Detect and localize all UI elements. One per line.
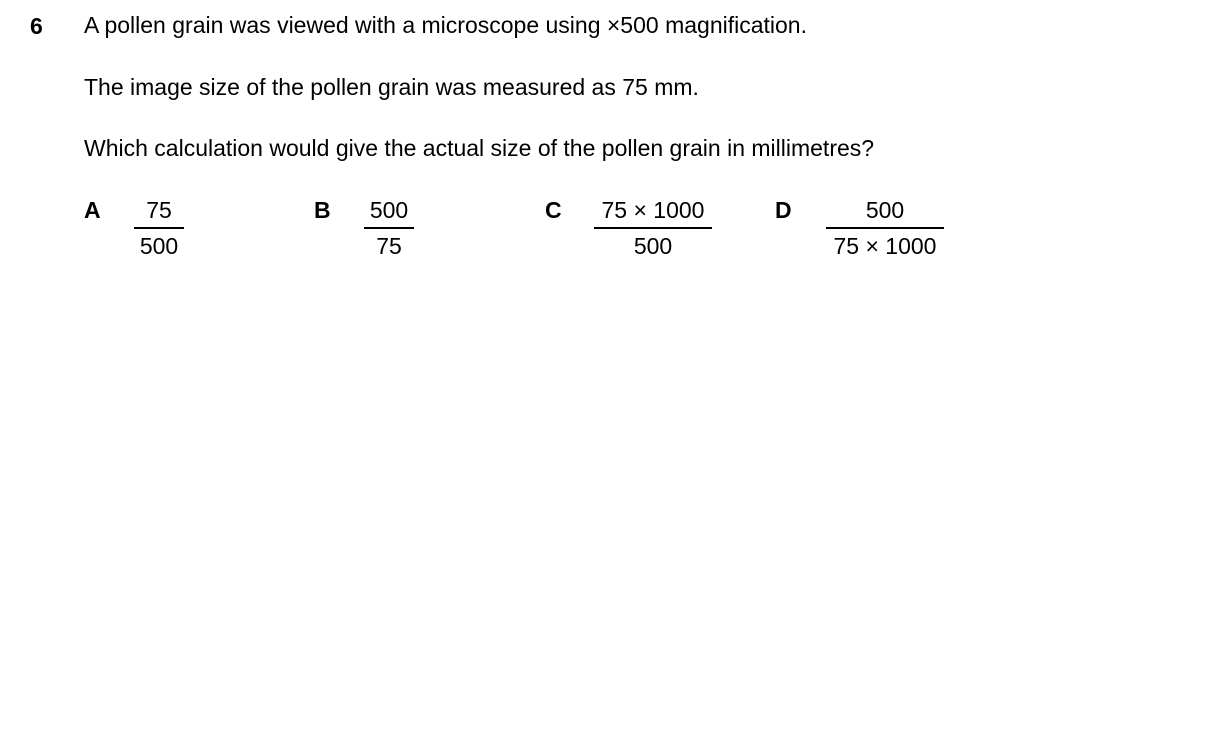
option-b-fraction (364, 196, 414, 260)
option-c-numerator: 75 × 1000 (594, 196, 712, 229)
option-a-denominator: 500 (139, 233, 179, 259)
option-a-fraction (134, 196, 184, 260)
question-prompt: Which calculation would give the actual size of the pollen grain in millimetres? (84, 135, 875, 161)
option-d-fraction (826, 196, 944, 260)
option-d-denominator: 75 × 1000 (833, 233, 937, 259)
option-b-denominator: 75 (376, 233, 402, 259)
option-c-letter: C (545, 197, 562, 223)
question-stem-line-2: The image size of the pollen grain was measured as 75 mm. (84, 74, 699, 100)
question-number: 6 (30, 13, 43, 39)
option-d-numerator: 500 (826, 196, 944, 229)
option-a-numerator: 75 (134, 196, 184, 229)
option-c-fraction (594, 196, 712, 260)
option-d-letter: D (775, 197, 792, 223)
option-c-denominator: 500 (633, 233, 673, 259)
question-stem-line-1: A pollen grain was viewed with a microscope using ×500 magnification. (84, 12, 807, 38)
option-b-numerator: 500 (364, 196, 414, 229)
option-b-letter: B (314, 197, 331, 223)
option-a-letter: A (84, 197, 101, 223)
